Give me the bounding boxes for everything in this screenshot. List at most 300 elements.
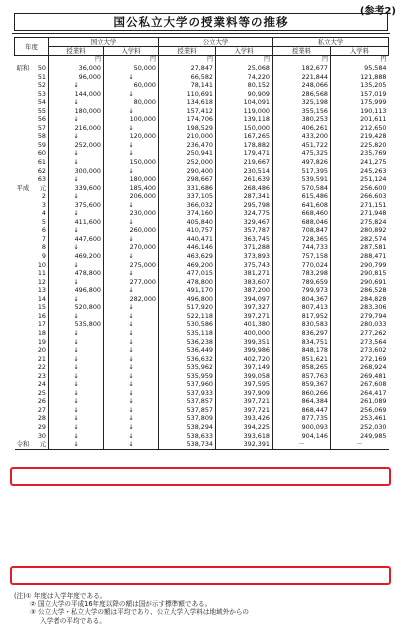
table-row bbox=[15, 124, 389, 133]
n_a-cell: 120,000 bbox=[104, 132, 159, 141]
note-1: (注)① 年度は入学年度である。 bbox=[14, 592, 107, 600]
era-cell bbox=[15, 278, 33, 287]
n_a-cell: ↓ bbox=[104, 423, 159, 432]
era-cell bbox=[15, 226, 33, 235]
year-cell: 5 bbox=[33, 218, 49, 227]
s_a-cell: 271,948 bbox=[360, 209, 387, 218]
p_t-cell: 538,633 bbox=[159, 432, 216, 441]
s_t-cell: 900,093 bbox=[273, 423, 331, 432]
p_t-cell: 517,920 bbox=[159, 303, 216, 312]
p_t-cell: 469,200 bbox=[159, 261, 216, 270]
p_t-cell: 537,857 bbox=[159, 397, 216, 406]
n_a-cell: 260,000 bbox=[104, 226, 159, 235]
s_a-cell: 273,602 bbox=[360, 346, 387, 355]
s_t-cell: 859,367 bbox=[273, 380, 331, 389]
p_a-cell: 394,225 bbox=[216, 423, 273, 432]
s_a-cell: 252,030 bbox=[360, 422, 387, 431]
p_a-cell: 167,265 bbox=[216, 132, 273, 141]
n_a-cell: ↓ bbox=[104, 380, 159, 389]
s_t-cell: 744,733 bbox=[273, 243, 331, 252]
p_t-cell: 110,691 bbox=[159, 90, 216, 99]
table-row bbox=[15, 380, 389, 389]
p_a-cell: 219,667 bbox=[216, 158, 273, 167]
p_a-cell: 394,097 bbox=[216, 295, 273, 304]
table-row bbox=[15, 175, 389, 184]
s_a-cell: 287,581 bbox=[360, 243, 387, 252]
era-cell bbox=[15, 158, 33, 167]
era-cell bbox=[15, 380, 33, 389]
n_t-cell: ↓ bbox=[49, 149, 104, 158]
s_t-cell: 497,826 bbox=[273, 158, 331, 167]
s_t-cell: 451,722 bbox=[273, 141, 331, 150]
national-tuition-header: 授業料 bbox=[49, 47, 104, 56]
table-row bbox=[15, 90, 389, 99]
n_t-cell: ↓ bbox=[49, 278, 104, 287]
s_a-cell: 290,691 bbox=[360, 277, 387, 286]
year-cell: 57 bbox=[33, 124, 49, 133]
n_a-cell: ↓ bbox=[104, 201, 159, 210]
p_t-cell: 538,734 bbox=[159, 440, 216, 449]
era-cell bbox=[15, 81, 33, 90]
n_a-cell: 206,000 bbox=[104, 192, 159, 201]
era-cell bbox=[15, 372, 33, 381]
n_a-cell: ↓ bbox=[104, 397, 159, 406]
s_t-cell: 221,844 bbox=[273, 73, 331, 82]
s_a-cell: 277,262 bbox=[360, 328, 387, 337]
p_a-cell: 402,720 bbox=[216, 355, 273, 364]
unit-label: 円 bbox=[104, 56, 159, 64]
s_t-cell: 757,158 bbox=[273, 252, 331, 261]
era-cell bbox=[15, 295, 33, 304]
era-cell bbox=[15, 286, 33, 295]
n_t-cell: ↓ bbox=[49, 397, 104, 406]
note-4: 入学者の平均である。 bbox=[40, 616, 106, 625]
n_t-cell: 216,000 bbox=[49, 124, 104, 133]
n_a-cell: ↓ bbox=[104, 355, 159, 364]
p_t-cell: 27,847 bbox=[159, 64, 216, 73]
table-row bbox=[15, 252, 389, 261]
table-row bbox=[15, 81, 389, 90]
n_t-cell: 375,600 bbox=[49, 201, 104, 210]
s_a-cell: 235,769 bbox=[360, 149, 387, 158]
year-cell: 15 bbox=[33, 303, 49, 312]
table-row bbox=[15, 243, 389, 252]
n_a-cell: ↓ bbox=[104, 107, 159, 116]
n_t-cell: ↓ bbox=[49, 372, 104, 381]
s_a-cell: － bbox=[331, 440, 389, 449]
p_a-cell: 178,882 bbox=[216, 141, 273, 150]
era-cell bbox=[15, 167, 33, 176]
table-row bbox=[15, 192, 389, 201]
p_a-cell: 287,341 bbox=[216, 192, 273, 201]
s_t-cell: 728,365 bbox=[273, 235, 331, 244]
table-row bbox=[15, 389, 389, 398]
table-row bbox=[15, 73, 389, 82]
era-cell bbox=[15, 243, 33, 252]
table-row bbox=[15, 346, 389, 355]
n_t-cell: 520,800 bbox=[49, 303, 104, 312]
n_t-cell: 36,000 bbox=[49, 64, 104, 73]
p_t-cell: 298,667 bbox=[159, 175, 216, 184]
s_t-cell: 836,297 bbox=[273, 329, 331, 338]
public-tuition-header: 授業料 bbox=[159, 47, 216, 56]
p_t-cell: 440,471 bbox=[159, 235, 216, 244]
p_t-cell: 331,686 bbox=[159, 184, 216, 193]
table-row bbox=[15, 397, 389, 406]
table-row bbox=[15, 226, 389, 235]
n_t-cell: ↓ bbox=[49, 440, 104, 449]
era-cell bbox=[15, 397, 33, 406]
p_t-cell: 66,582 bbox=[159, 73, 216, 82]
table-row bbox=[15, 107, 389, 116]
year-header: 年度 bbox=[15, 38, 49, 56]
s_a-cell: 275,824 bbox=[360, 217, 387, 226]
s_a-cell: 256,069 bbox=[360, 405, 387, 414]
year-cell: 60 bbox=[33, 149, 49, 158]
p_a-cell: 25,068 bbox=[216, 64, 273, 73]
era-cell bbox=[15, 115, 33, 124]
n_t-cell: ↓ bbox=[49, 98, 104, 107]
s_t-cell: 380,253 bbox=[273, 115, 331, 124]
year-cell: 2 bbox=[33, 192, 49, 201]
era-cell bbox=[15, 329, 33, 338]
year-cell: 16 bbox=[33, 312, 49, 321]
s_a-cell: 175,999 bbox=[360, 98, 387, 107]
public-admission-header: 入学料 bbox=[216, 47, 273, 56]
p_a-cell: 401,380 bbox=[216, 320, 273, 329]
table-row bbox=[15, 372, 389, 381]
p_a-cell: 381,271 bbox=[216, 269, 273, 278]
n_t-cell: 252,000 bbox=[49, 141, 104, 150]
table-row bbox=[15, 98, 389, 107]
p_a-cell: 74,220 bbox=[216, 73, 273, 82]
table-row bbox=[15, 209, 389, 218]
unit-label: 円 bbox=[273, 56, 331, 64]
n_a-cell: ↓ bbox=[104, 372, 159, 381]
n_a-cell: ↓ bbox=[104, 286, 159, 295]
p_a-cell: 139,118 bbox=[216, 115, 273, 124]
n_a-cell: 230,000 bbox=[104, 209, 159, 218]
s_t-cell: 877,735 bbox=[273, 414, 331, 423]
n_t-cell: ↓ bbox=[49, 243, 104, 252]
n_a-cell: ↓ bbox=[104, 124, 159, 133]
table-row bbox=[15, 278, 389, 287]
era-cell: 昭和 bbox=[16, 64, 30, 72]
era-cell bbox=[15, 252, 33, 261]
s_a-cell: 266,603 bbox=[360, 192, 387, 201]
table-row bbox=[15, 235, 389, 244]
p_t-cell: 530,586 bbox=[159, 320, 216, 329]
era-cell bbox=[15, 201, 33, 210]
year-cell: 29 bbox=[33, 423, 49, 432]
s_a-cell: 283,306 bbox=[360, 303, 387, 312]
n_a-cell: ↓ bbox=[104, 346, 159, 355]
p_a-cell: 230,514 bbox=[216, 167, 273, 176]
n_a-cell: 277,000 bbox=[104, 278, 159, 287]
p_a-cell: 268,486 bbox=[216, 184, 273, 193]
n_a-cell: ↓ bbox=[104, 90, 159, 99]
highlight-box bbox=[10, 566, 391, 585]
n_a-cell: ↓ bbox=[104, 269, 159, 278]
n_a-cell: ↓ bbox=[104, 440, 159, 449]
p_t-cell: 252,000 bbox=[159, 158, 216, 167]
n_a-cell: 270,000 bbox=[104, 243, 159, 252]
n_a-cell: 150,000 bbox=[104, 158, 159, 167]
n_a-cell: ↓ bbox=[104, 329, 159, 338]
p_t-cell: 477,015 bbox=[159, 269, 216, 278]
year-cell: 63 bbox=[33, 175, 49, 184]
p_a-cell: 397,327 bbox=[216, 303, 273, 312]
year-cell: 20 bbox=[33, 346, 49, 355]
p_t-cell: 537,960 bbox=[159, 380, 216, 389]
table-row bbox=[15, 201, 389, 210]
year-cell: 58 bbox=[33, 132, 49, 141]
s_a-cell: 273,564 bbox=[360, 337, 387, 346]
n_t-cell: 411,600 bbox=[49, 218, 104, 227]
n_t-cell: ↓ bbox=[49, 209, 104, 218]
table-row bbox=[15, 218, 389, 227]
unit-label: 円 bbox=[216, 56, 273, 64]
table-row bbox=[15, 440, 389, 449]
national-header: 国立大学 bbox=[49, 38, 159, 47]
p_t-cell: 535,118 bbox=[159, 329, 216, 338]
s_t-cell: 248,066 bbox=[273, 81, 331, 90]
s_a-cell: 261,089 bbox=[360, 397, 387, 406]
s_t-cell: 406,261 bbox=[273, 124, 331, 133]
year-cell: 27 bbox=[33, 406, 49, 415]
year-cell: 56 bbox=[33, 115, 49, 124]
s_a-cell: 245,263 bbox=[360, 166, 387, 175]
table-row bbox=[15, 141, 389, 150]
era-cell bbox=[15, 320, 33, 329]
table-row bbox=[15, 286, 389, 295]
year-cell: 61 bbox=[33, 158, 49, 167]
s_a-cell: 271,151 bbox=[360, 200, 387, 209]
s_a-cell: 256,600 bbox=[360, 183, 387, 192]
p_t-cell: 463,629 bbox=[159, 252, 216, 261]
year-cell: 59 bbox=[33, 141, 49, 150]
n_t-cell: 496,800 bbox=[49, 286, 104, 295]
year-cell: 51 bbox=[33, 73, 49, 82]
s_a-cell: 286,528 bbox=[360, 286, 387, 295]
s_a-cell: 280,033 bbox=[360, 320, 387, 329]
p_a-cell: 383,607 bbox=[216, 278, 273, 287]
era-cell bbox=[15, 107, 33, 116]
unit-row bbox=[15, 56, 389, 64]
reference-label: (参考2) bbox=[359, 6, 396, 17]
table-row bbox=[15, 329, 389, 338]
n_a-cell: ↓ bbox=[104, 235, 159, 244]
p_a-cell: 179,471 bbox=[216, 149, 273, 158]
s_t-cell: 858,265 bbox=[273, 363, 331, 372]
n_a-cell: ↓ bbox=[104, 406, 159, 415]
s_t-cell: 807,413 bbox=[273, 303, 331, 312]
s_t-cell: 355,156 bbox=[273, 107, 331, 116]
s_a-cell: 268,924 bbox=[360, 363, 387, 372]
year-cell: 3 bbox=[33, 201, 49, 210]
s_a-cell: 272,169 bbox=[360, 354, 387, 363]
s_a-cell: 135,205 bbox=[360, 81, 387, 90]
p_t-cell: 405,840 bbox=[159, 218, 216, 227]
p_a-cell: 261,639 bbox=[216, 175, 273, 184]
year-cell: 28 bbox=[33, 414, 49, 423]
year-cell: 元 bbox=[33, 440, 49, 449]
year-cell: 14 bbox=[33, 295, 49, 304]
n_a-cell: 80,000 bbox=[104, 98, 159, 107]
p_t-cell: 538,294 bbox=[159, 423, 216, 432]
page-title: 国公私立大学の授業料等の推移 bbox=[14, 13, 388, 31]
n_t-cell: ↓ bbox=[49, 423, 104, 432]
s_t-cell: 286,568 bbox=[273, 90, 331, 99]
era-cell bbox=[15, 175, 33, 184]
p_t-cell: 446,146 bbox=[159, 243, 216, 252]
era-cell bbox=[15, 98, 33, 107]
era-cell bbox=[15, 209, 33, 218]
p_t-cell: 536,238 bbox=[159, 338, 216, 347]
s_t-cell: 904,146 bbox=[273, 432, 331, 441]
p_a-cell: 119,000 bbox=[216, 107, 273, 116]
year-cell: 10 bbox=[33, 261, 49, 270]
p_a-cell: 397,909 bbox=[216, 389, 273, 398]
n_t-cell: ↓ bbox=[49, 295, 104, 304]
p_a-cell: 397,721 bbox=[216, 397, 273, 406]
p_t-cell: 478,800 bbox=[159, 278, 216, 287]
table-row bbox=[15, 432, 389, 441]
p_t-cell: 491,170 bbox=[159, 286, 216, 295]
n_t-cell: ↓ bbox=[49, 312, 104, 321]
s_a-cell: 157,019 bbox=[360, 89, 387, 98]
n_a-cell: ↓ bbox=[104, 389, 159, 398]
era-cell bbox=[15, 149, 33, 158]
p_t-cell: 537,809 bbox=[159, 414, 216, 423]
s_t-cell: 817,952 bbox=[273, 312, 331, 321]
era-cell bbox=[15, 218, 33, 227]
n_a-cell: ↓ bbox=[104, 363, 159, 372]
year-cell: 24 bbox=[33, 380, 49, 389]
private-admission-header: 入学料 bbox=[331, 47, 389, 56]
n_t-cell: ↓ bbox=[49, 406, 104, 415]
s_t-cell: 570,584 bbox=[273, 184, 331, 193]
n_a-cell: ↓ bbox=[104, 338, 159, 347]
year-cell: 17 bbox=[33, 320, 49, 329]
n_t-cell: ↓ bbox=[49, 355, 104, 364]
s_a-cell: 280,892 bbox=[360, 226, 387, 235]
era-cell bbox=[15, 355, 33, 364]
p_a-cell: 399,351 bbox=[216, 338, 273, 347]
era-cell bbox=[15, 269, 33, 278]
p_t-cell: 337,105 bbox=[159, 192, 216, 201]
table-row bbox=[15, 295, 389, 304]
p_a-cell: 80,152 bbox=[216, 81, 273, 90]
s_a-cell: 284,828 bbox=[360, 294, 387, 303]
p_t-cell: 537,933 bbox=[159, 389, 216, 398]
year-cell: 9 bbox=[33, 252, 49, 261]
s_a-cell: 253,461 bbox=[360, 414, 387, 423]
s_t-cell: 868,447 bbox=[273, 406, 331, 415]
n_t-cell: ↓ bbox=[49, 132, 104, 141]
table-row bbox=[15, 414, 389, 423]
s_t-cell: 641,608 bbox=[273, 201, 331, 210]
s_a-cell: 241,275 bbox=[360, 158, 387, 167]
p_t-cell: 536,632 bbox=[159, 355, 216, 364]
p_a-cell: 375,743 bbox=[216, 261, 273, 270]
table-row bbox=[15, 423, 389, 432]
private-tuition-header: 授業料 bbox=[273, 47, 331, 56]
s_a-cell: 219,428 bbox=[360, 132, 387, 141]
table-row bbox=[15, 406, 389, 415]
s_t-cell: 708,847 bbox=[273, 226, 331, 235]
s_a-cell: 212,650 bbox=[360, 123, 387, 132]
s_a-cell: 190,113 bbox=[360, 106, 387, 115]
era-cell: 令和 bbox=[15, 440, 33, 449]
p_a-cell: 150,000 bbox=[216, 124, 273, 133]
n_t-cell: ↓ bbox=[49, 115, 104, 124]
p_t-cell: 134,618 bbox=[159, 98, 216, 107]
unit-label: 円 bbox=[159, 56, 216, 64]
p_t-cell: 522,118 bbox=[159, 312, 216, 321]
public-header: 公立大学 bbox=[159, 38, 273, 47]
n_t-cell: 478,800 bbox=[49, 269, 104, 278]
p_a-cell: 371,288 bbox=[216, 243, 273, 252]
n_a-cell: ↓ bbox=[104, 303, 159, 312]
p_a-cell: 392,391 bbox=[216, 440, 273, 449]
year-cell: 25 bbox=[33, 389, 49, 398]
p_a-cell: 329,467 bbox=[216, 218, 273, 227]
s_t-cell: 834,751 bbox=[273, 338, 331, 347]
n_t-cell: 96,000 bbox=[49, 73, 104, 82]
era-cell: 平成 bbox=[16, 183, 30, 192]
era-cell bbox=[15, 73, 33, 82]
s_t-cell: 182,677 bbox=[273, 64, 331, 73]
year-cell: 6 bbox=[33, 226, 49, 235]
unit-label: 円 bbox=[380, 56, 387, 64]
era-cell bbox=[15, 192, 33, 201]
table-row bbox=[15, 312, 389, 321]
n_a-cell: ↓ bbox=[104, 320, 159, 329]
p_t-cell: 198,529 bbox=[159, 124, 216, 133]
s_t-cell: 433,200 bbox=[273, 132, 331, 141]
n_a-cell: 185,400 bbox=[104, 184, 159, 193]
p_a-cell: 400,000 bbox=[216, 329, 273, 338]
n_t-cell: ↓ bbox=[49, 192, 104, 201]
n_a-cell: 50,000 bbox=[104, 64, 159, 73]
era-cell bbox=[15, 90, 33, 99]
s_a-cell: 121,888 bbox=[360, 72, 387, 81]
n_t-cell: ↓ bbox=[49, 432, 104, 441]
n_a-cell: ↓ bbox=[104, 414, 159, 423]
n_t-cell: ↓ bbox=[49, 158, 104, 167]
s_a-cell: 282,574 bbox=[360, 234, 387, 243]
s_a-cell: 225,820 bbox=[360, 140, 387, 149]
s_a-cell: 290,815 bbox=[360, 269, 387, 278]
p_a-cell: 399,986 bbox=[216, 346, 273, 355]
p_a-cell: 393,426 bbox=[216, 414, 273, 423]
s_t-cell: 668,460 bbox=[273, 209, 331, 218]
year-cell: 4 bbox=[33, 209, 49, 218]
table-row bbox=[15, 338, 389, 347]
n_a-cell: ↓ bbox=[104, 141, 159, 150]
n_t-cell: 144,000 bbox=[49, 90, 104, 99]
table-row bbox=[15, 158, 389, 167]
p_t-cell: 78,141 bbox=[159, 81, 216, 90]
table-row bbox=[15, 184, 389, 193]
n_t-cell: ↓ bbox=[49, 329, 104, 338]
era-cell bbox=[15, 261, 33, 270]
table-row bbox=[15, 269, 389, 278]
p_t-cell: 496,800 bbox=[159, 295, 216, 304]
p_a-cell: 387,200 bbox=[216, 286, 273, 295]
n_a-cell: ↓ bbox=[104, 73, 159, 82]
